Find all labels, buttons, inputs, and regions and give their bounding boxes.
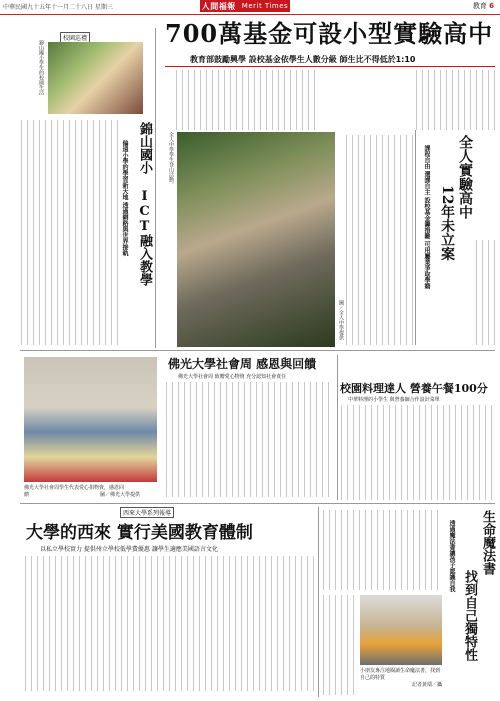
west-body-text bbox=[24, 556, 314, 691]
lead-photo bbox=[177, 132, 335, 347]
campus-photo-caption bbox=[20, 40, 44, 120]
foguang-photo bbox=[24, 357, 157, 482]
west-tag: 西來大學系列報導 bbox=[120, 507, 174, 518]
side-body-text-2 bbox=[475, 240, 495, 345]
cooking-headline: 校園料理達人 營養午餐100分 bbox=[340, 382, 488, 395]
newspaper-logo bbox=[200, 0, 290, 12]
lead-rule bbox=[165, 66, 495, 67]
magic-photo bbox=[360, 595, 442, 665]
lead-body-text bbox=[175, 70, 315, 130]
magic-body-text-2 bbox=[322, 595, 357, 695]
cooking-divider bbox=[337, 355, 338, 500]
foguang-subhead: 佛光大學社會周 致贈愛心物資 充分認知社會責任 bbox=[178, 374, 287, 380]
issue-date: 中華民國九十五年十一月二十八日 星期三 bbox=[3, 4, 113, 11]
lead-headline: 700萬基金可設小型實驗高中 bbox=[165, 19, 494, 48]
cooking-body-text bbox=[340, 405, 495, 500]
magic-divider bbox=[318, 507, 319, 697]
lead-body-text-right bbox=[415, 70, 495, 130]
campus-subhead: 偏遠小學的學習新天地 透過網路與世界接軌 bbox=[121, 140, 128, 257]
campus-photo-caption-text: 錦山國小學生的校園生活 bbox=[38, 40, 44, 95]
campus-body-text bbox=[20, 120, 118, 345]
section-label bbox=[473, 1, 494, 11]
foguang-photo-credit: 圖／佛光大學提供 bbox=[100, 492, 141, 498]
side-divider bbox=[415, 130, 416, 345]
section-name: 教育 bbox=[472, 2, 487, 10]
cooking-subhead: 中華料理的小學生 與營養師合作設計菜單 bbox=[348, 397, 440, 403]
campus-photo bbox=[48, 42, 143, 114]
magic-headline-b: 找到自己獨特性 bbox=[462, 570, 477, 661]
logo-en-text: Merit Times bbox=[241, 2, 289, 10]
side-headline-b: 12年未立案 bbox=[439, 185, 455, 261]
magic-headline-a: 生命魔法書 bbox=[480, 510, 495, 575]
page-number: 6 bbox=[489, 2, 494, 10]
lead-subhead: 教育部鼓勵興學 設校基金依學生人數分級 師生比不得低於1:10 bbox=[190, 55, 416, 64]
foguang-photo-caption: 佛光大學社會周學生代表愛心捐物資，感恩回饋 bbox=[24, 485, 125, 498]
magic-subhead: 透過魔法書讓孩子認識自我 bbox=[448, 520, 455, 592]
magic-photo-credit: 記者黃瑞／攝 bbox=[412, 682, 443, 688]
side-body-text bbox=[345, 135, 415, 345]
campus-divider bbox=[155, 28, 156, 348]
lead-photo-caption bbox=[162, 132, 174, 332]
campus-tag: 校園巡禮 bbox=[60, 32, 90, 43]
side-subhead: 課程自由 選課自主 設校基金籌措難 可用屬業爭取學籍 bbox=[423, 145, 430, 290]
west-rule bbox=[20, 503, 495, 504]
magic-body-text bbox=[322, 510, 442, 590]
magic-photo-caption: 小朋友專注地閱讀生命魔法書，找到自己的特質 bbox=[360, 668, 441, 681]
logo-text: 人間福報 bbox=[201, 1, 236, 11]
campus-headline: 錦山國小 ICT融入教學 bbox=[137, 122, 152, 286]
lead-photo-credit: 圖／全人中學提供 bbox=[338, 300, 344, 340]
lead-photo-caption-text: 全人中學學生登山活動。 bbox=[168, 132, 174, 187]
west-headline: 大學的西來 實行美國教育體制 bbox=[26, 523, 253, 543]
west-subhead: 以私立學校實力 提供州立學校低學費優惠 讓學生適應美國語言文化 bbox=[40, 546, 218, 553]
side-headline-a: 全人實驗高中 bbox=[457, 135, 473, 219]
foguang-headline: 佛光大學社會周 感恩與回饋 bbox=[168, 357, 317, 371]
foguang-body-text bbox=[165, 382, 333, 497]
foguang-rule bbox=[20, 350, 495, 351]
